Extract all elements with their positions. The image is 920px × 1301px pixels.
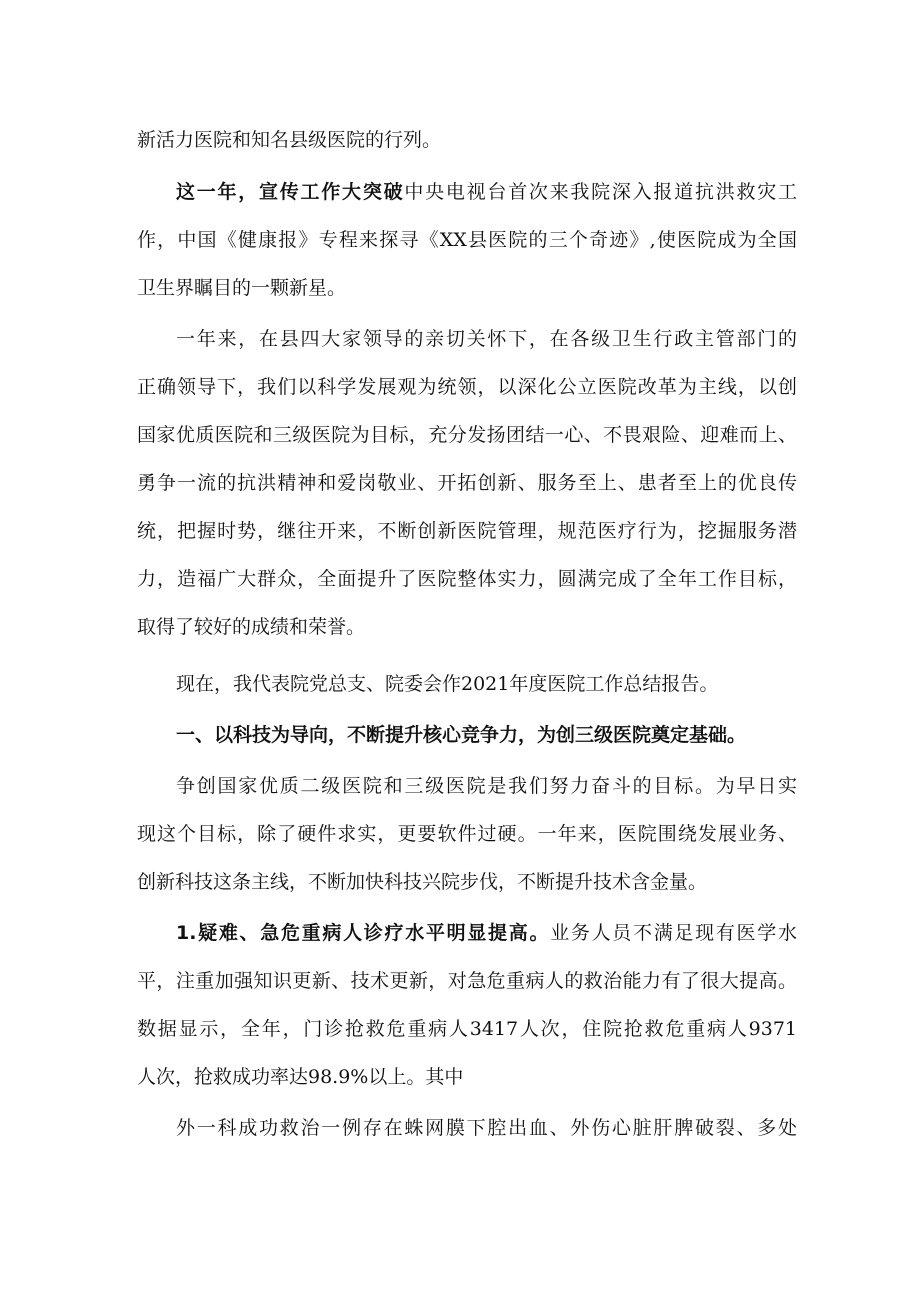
paragraph-line: 一年来，在县四大家领导的亲切关怀下，在各级卫生行政主管部门的 xyxy=(176,328,797,350)
paragraph-text: 中央电视台首次来我院深入报道抗洪救灾工 xyxy=(404,181,797,203)
paragraph-line: 国家优质医院和三级医院为目标，充分发扬团结一心、不畏艰险、迎难而上、 xyxy=(137,424,797,446)
bold-lead-text: 1.疑难、急危重病人诊疗水平明显提高。 xyxy=(176,922,551,944)
paragraph-line: 卫生界瞩目的一颗新星。 xyxy=(137,277,347,299)
paragraph-line: 取得了较好的成绩和荣誉。 xyxy=(137,616,366,638)
section-heading: 一、以科技为导向，不断提升核心竞争力，为创三级医院奠定基础。 xyxy=(176,724,747,746)
paragraph-line: 现这个目标，除了硬件求实，更要软件过硬。一年来，医院围绕发展业务、 xyxy=(137,823,797,845)
paragraph-line: 人次，抢救成功率达98.9%以上。其中 xyxy=(137,1066,464,1088)
paragraph-text: 业务人员不满足现有医学水 xyxy=(550,922,797,944)
paragraph-line: 作，中国《健康报》专程来探寻《XX县医院的三个奇迹》,使医院成为全国 xyxy=(137,229,797,251)
paragraph-line: 争创国家优质二级医院和三级医院是我们努力奋斗的目标。为早日实 xyxy=(176,775,797,797)
paragraph-line: 勇争一流的抗洪精神和爱岗敬业、开拓创新、服务至上、患者至上的优良传 xyxy=(137,472,797,494)
paragraph-line: 新活力医院和知名县级医院的行列。 xyxy=(137,129,442,151)
bold-lead-text: 这一年，宣传工作大突破 xyxy=(176,181,405,203)
paragraph-line: 现在，我代表院党总支、院委会作2021年度医院工作总结报告。 xyxy=(176,673,719,695)
paragraph-line: 力，造福广大群众，全面提升了医院整体实力，圆满完成了全年工作目标， xyxy=(137,568,797,590)
paragraph-line: 数据显示，全年，门诊抢救危重病人3417人次，住院抢救危重病人9371 xyxy=(137,1018,797,1040)
paragraph-line: 外一科成功救治一例存在蛛网膜下腔出血、外伤心脏肝脾破裂、多处 xyxy=(176,1117,797,1139)
paragraph-line xyxy=(176,180,797,204)
paragraph-line xyxy=(176,921,797,945)
paragraph-line: 正确领导下，我们以科学发展观为统领，以深化公立医院改革为主线，以创 xyxy=(137,376,797,398)
paragraph-line: 统，把握时势，继往开来，不断创新医院管理，规范医疗行为，挖掘服务潜 xyxy=(137,520,797,542)
paragraph-line: 平，注重加强知识更新、技术更新，对急危重病人的救治能力有了很大提高。 xyxy=(137,970,797,992)
paragraph-line: 创新科技这条主线，不断加快科技兴院步伐，不断提升技术含金量。 xyxy=(137,871,708,893)
